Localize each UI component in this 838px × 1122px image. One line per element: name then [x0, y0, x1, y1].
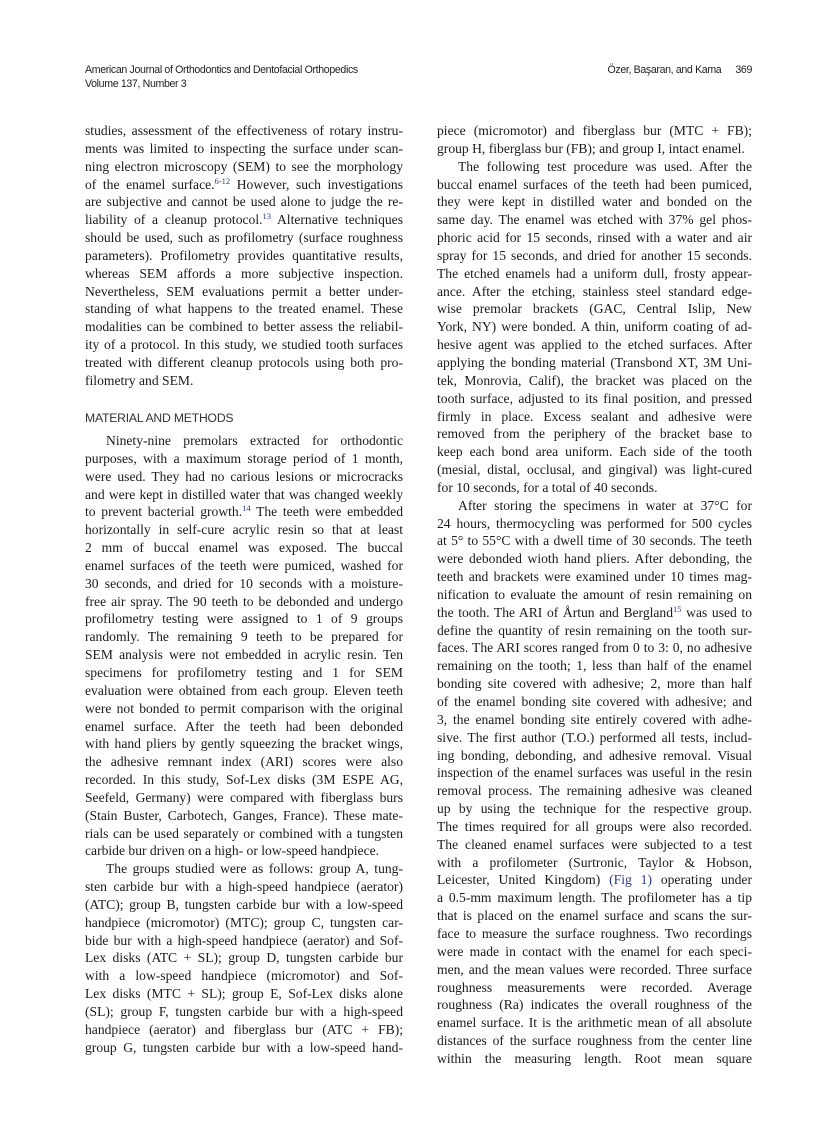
text-segment: should be used, such as profilometry (surface roughness — [85, 230, 403, 246]
text-segment: with hand pliers by gently squeezing the bracket wings, — [85, 736, 403, 752]
text-line — [437, 622, 752, 640]
text-segment: to prevent bacterial growth. — [85, 504, 243, 520]
text-segment: (SL); group F, tungsten carbide bur with a high-speed — [85, 1004, 403, 1019]
text-line — [437, 889, 752, 907]
text-line — [85, 878, 403, 896]
paragraph — [437, 122, 752, 158]
text-line — [437, 604, 752, 622]
text-segment: of the enamel bonding site covered with adhesive; and — [437, 694, 752, 709]
text-line — [85, 539, 403, 557]
text-line — [85, 628, 403, 646]
text-segment: define the quantity of resin remaining on the tooth sur- — [437, 622, 752, 638]
text-segment: standing of what happens to the treated enamel. These — [85, 301, 403, 317]
text-segment: (Stain Buster, Carbotech, Ganges, France). These mate- — [85, 807, 403, 823]
text-line — [85, 664, 403, 682]
text-segment: group H, fiberglass bur (FB); and group I, intact enamel. — [437, 140, 745, 156]
running-header-authors — [608, 63, 753, 77]
text-line — [437, 729, 752, 747]
text-segment: remaining on the tooth; 1, less than half of the enamel — [437, 658, 752, 674]
citation-reference[interactable]: 6-12 — [214, 175, 231, 186]
text-segment: purposes, with a maximum storage period of 1 month, — [85, 450, 403, 466]
journal-volume: Volume 137, Number 3 — [85, 78, 187, 90]
text-segment: piece (micromotor) and fiberglass bur (MTC + FB); — [437, 123, 752, 138]
text-line — [437, 586, 752, 604]
text-segment: horizontally in self-cure acrylic resin so that at least — [85, 522, 403, 538]
text-segment: York, NY) were bonded. A thin, uniform coating of ad- — [437, 319, 752, 335]
text-line — [437, 176, 752, 194]
text-line — [85, 807, 403, 825]
text-segment: ity of a protocol. In this study, we studied tooth surfaces — [85, 337, 403, 353]
text-line — [85, 122, 403, 140]
text-line — [437, 443, 752, 461]
text-line — [437, 568, 752, 586]
text-line — [85, 432, 403, 450]
text-line — [85, 967, 403, 985]
text-line — [437, 675, 752, 693]
text-segment: rials can be used separately or combined with a tungsten — [85, 825, 403, 841]
page-number: 369 — [735, 64, 752, 76]
text-segment: bide bur with a high-speed handpiece (aerator) and Sof- — [85, 932, 403, 948]
text-segment: were used. They had no carious lesions or microcracks — [85, 468, 403, 484]
text-line — [437, 639, 752, 657]
paragraph — [85, 860, 403, 1056]
text-segment: hesive agent was applied to the etched surfaces. After — [437, 337, 752, 353]
citation-reference[interactable]: 13 — [262, 211, 272, 222]
text-segment: filometry and SEM. — [85, 372, 194, 388]
text-line — [437, 764, 752, 782]
text-line — [437, 782, 752, 800]
text-line — [85, 557, 403, 575]
text-line — [437, 871, 752, 889]
text-segment: at 5° to 55°C with a dwell time of 30 seconds. The teeth — [437, 533, 752, 549]
text-segment: are subjective and cannot be used alone to judge the re- — [85, 194, 403, 210]
text-segment: roughness measurements were recorded. Average — [437, 979, 752, 995]
citation-reference[interactable]: 14 — [242, 503, 251, 514]
text-line — [437, 550, 752, 568]
text-segment: treated with different cleanup protocols using both pro- — [85, 354, 403, 370]
text-line — [85, 735, 403, 753]
text-segment: (ATC); group B, tungsten carbide bur with a low-speed — [85, 896, 403, 912]
text-line — [85, 468, 403, 486]
text-segment: keep each bond area uniform. Each side of the tooth — [437, 444, 752, 460]
text-line — [437, 515, 752, 533]
text-segment: ance. After the etching, stainless steel standard edge- — [437, 283, 752, 299]
running-header-journal — [85, 63, 358, 91]
text-segment: they were kept in distilled water and bonded on the — [437, 194, 752, 210]
text-segment: within the measuring length. Root mean square — [437, 1050, 752, 1066]
text-segment: Ninety-nine premolars extracted for orthodontic — [106, 433, 403, 448]
text-line — [85, 985, 403, 1003]
text-line — [437, 265, 752, 283]
text-line — [437, 247, 752, 265]
text-segment: profilometry testing were assigned to 1 of 9 groups — [85, 611, 403, 627]
text-segment: the adhesive remnant index (ARI) scores were also — [85, 754, 403, 770]
text-line — [437, 479, 752, 497]
text-segment: faces. The ARI scores ranged from 0 to 3: 0, no adhesive — [437, 640, 752, 656]
text-line — [85, 176, 403, 194]
text-line — [437, 425, 752, 443]
text-line — [437, 158, 752, 176]
text-segment: removed from the periphery of the bracket base to — [437, 426, 752, 442]
text-segment: tooth surface, adjusted to its final position, and pressed — [437, 390, 752, 406]
paragraph — [85, 432, 403, 860]
text-line — [437, 336, 752, 354]
text-segment: were debonded wioth hand pliers. After debonding, the — [437, 551, 752, 567]
text-segment: that is placed on the enamel surface and scans the sur- — [437, 908, 752, 924]
text-line — [437, 996, 752, 1014]
text-line — [437, 800, 752, 818]
text-line — [85, 575, 403, 593]
text-segment: Seefeld, Germany) were compared with fiberglass burs — [85, 789, 403, 805]
text-line — [437, 747, 752, 765]
text-segment: whereas SEM affords a more subjective inspection. — [85, 265, 403, 281]
text-segment: same day. The enamel was etched with 37% gel phos- — [437, 212, 752, 228]
text-line — [85, 771, 403, 789]
text-line — [85, 318, 403, 336]
text-line — [437, 1014, 752, 1032]
text-segment: enamel surfaces of the teeth were pumiced, washed for — [85, 557, 403, 573]
text-segment: The cleaned enamel surfaces were subjected to a test — [437, 836, 752, 852]
text-segment: ing bonding, debonding, and adhesive removal. Visual — [437, 747, 752, 763]
text-segment: were not bonded to permit comparison with the original — [85, 700, 403, 716]
text-segment: SEM analysis were not embedded in acrylic resin. Ten — [85, 647, 403, 663]
left-methods-text — [85, 432, 403, 1057]
text-segment: ments was limited to inspecting the surface under scan- — [85, 140, 403, 156]
text-segment: roughness (Ra) indicates the overall roughness of the — [437, 997, 752, 1013]
text-line — [85, 1021, 403, 1039]
text-segment: operating under — [651, 872, 752, 888]
text-line — [437, 390, 752, 408]
text-line — [437, 657, 752, 675]
text-segment: for 10 seconds, for a total of 40 seconds. — [437, 479, 658, 495]
text-line — [437, 497, 752, 515]
text-segment: of the enamel surface. — [85, 176, 215, 192]
text-segment: bonding site covered with adhesive; 2, more than half — [437, 676, 752, 692]
section-heading: MATERIAL AND METHODS — [85, 411, 234, 425]
text-line — [437, 140, 752, 158]
text-segment: The teeth were embedded — [250, 504, 403, 520]
text-line — [437, 532, 752, 550]
text-line — [85, 503, 403, 521]
text-line — [437, 211, 752, 229]
text-line — [85, 646, 403, 664]
text-line — [437, 836, 752, 854]
text-segment: 3, the enamel bonding site entirely covered with adhe- — [437, 711, 752, 727]
text-line — [85, 486, 403, 504]
text-segment: up by using the technique for the respective group. — [437, 801, 752, 817]
text-segment: The following test procedure was used. After the — [458, 158, 752, 174]
authors: Özer, Başaran, and Kama — [607, 64, 722, 76]
text-segment: tek, Monrovia, Calif), the bracket was placed on the — [437, 372, 752, 388]
text-line — [437, 693, 752, 711]
text-segment: studies, assessment of the effectiveness of rotary instru- — [85, 123, 403, 138]
text-line — [437, 1050, 752, 1068]
text-line — [85, 949, 403, 967]
text-line — [85, 283, 403, 301]
text-segment: Lex disks (MTC + SL); group E, Sof-Lex disks alone — [85, 986, 403, 1002]
text-line — [85, 610, 403, 628]
text-segment: Lex disks (ATC + SL); group D, tungsten carbide bur — [85, 950, 403, 966]
text-segment: (mesial, distal, occlusal, and gingival) was light-cured — [437, 462, 752, 478]
text-segment: modalities can be combined to better assess the reliabil- — [85, 319, 403, 335]
text-line — [85, 682, 403, 700]
text-line — [437, 925, 752, 943]
text-segment: 24 hours, thermocycling was performed for 500 cycles — [437, 515, 752, 531]
paragraph — [85, 122, 403, 390]
text-line — [85, 372, 403, 390]
text-segment: with a low-speed handpiece (micromotor) and Sof- — [85, 968, 403, 984]
text-line — [85, 450, 403, 468]
text-segment: teeth and brackets were examined under 10 times mag- — [437, 569, 752, 585]
text-line — [437, 229, 752, 247]
text-segment: men, and the mean values were recorded. Three surface — [437, 961, 752, 977]
text-segment: Alternative techniques — [271, 212, 403, 228]
text-line — [437, 711, 752, 729]
text-segment: face to measure the surface roughness. Two recordings — [437, 925, 752, 941]
text-segment: were made in contact with the enamel for each speci- — [437, 943, 752, 959]
text-line — [85, 593, 403, 611]
citation-reference[interactable]: 15 — [673, 603, 682, 614]
text-segment: distances of the surface roughness from the center line — [437, 1033, 752, 1049]
text-line — [437, 408, 752, 426]
text-segment: wise premolar brackets (GAC, Central Islip, New — [437, 301, 752, 317]
text-line — [85, 211, 403, 229]
right-column-text — [437, 122, 752, 1068]
text-segment: liability of a cleanup protocol. — [85, 212, 263, 228]
paragraph — [437, 497, 752, 1068]
text-line — [85, 753, 403, 771]
left-intro-text — [85, 122, 403, 390]
text-segment: carbide bur driven on a high- or low-speed handpiece. — [85, 843, 380, 859]
text-segment: a 0.5-mm maximum length. The profilometer has a tip — [437, 890, 752, 906]
text-line — [85, 896, 403, 914]
text-segment: recorded. In this study, Sof-Lex disks (3M ESPE AG, — [85, 772, 403, 788]
text-segment: sive. The first author (T.O.) performed all tests, includ- — [437, 729, 752, 745]
text-line — [437, 354, 752, 372]
text-segment: handpiece (aerator) and fiberglass bur (ATC + FB); — [85, 1021, 403, 1037]
text-line — [85, 860, 403, 878]
text-line — [437, 907, 752, 925]
text-segment: enamel surface. After the teeth had been debonded — [85, 718, 403, 734]
text-segment: buccal enamel surfaces of the teeth had been pumiced, — [437, 176, 752, 192]
text-line — [85, 932, 403, 950]
text-line — [437, 193, 752, 211]
text-segment: sten carbide bur with a high-speed handpiece (aerator) — [85, 879, 403, 895]
text-line — [437, 979, 752, 997]
text-line — [85, 700, 403, 718]
text-segment: Nevertheless, SEM evaluations permit a better under- — [85, 283, 403, 299]
text-segment: firmly in place. Excess sealant and adhesive were — [437, 408, 752, 424]
text-segment: enamel surface. It is the arithmetic mean of all absolute — [437, 1015, 752, 1031]
text-segment: The times required for all groups were also recorded. — [437, 818, 752, 834]
text-line — [437, 318, 752, 336]
text-segment: handpiece (micromotor) (MTC); group C, tungsten car- — [85, 914, 403, 930]
text-segment: and were kept in distilled water that was changed weekly — [85, 486, 403, 502]
text-line — [437, 961, 752, 979]
text-line — [437, 461, 752, 479]
text-line — [85, 1003, 403, 1021]
text-segment: The groups studied were as follows: group A, tung- — [106, 861, 403, 877]
text-segment: The etched enamels had a uniform dull, frosty appear- — [437, 265, 752, 281]
text-segment: phoric acid for 15 seconds, rinsed with a water and air — [437, 230, 752, 246]
text-line — [85, 842, 403, 860]
text-segment: nification to evaluate the amount of resin remaining on — [437, 586, 752, 602]
text-line — [85, 354, 403, 372]
text-segment: 30 seconds, and dried for 10 seconds with a moisture- — [85, 575, 403, 591]
text-segment: applying the bonding material (Transbond XT, 3M Uni- — [437, 354, 752, 370]
text-segment: inspection of the enamel surfaces was useful in the resin — [437, 765, 752, 781]
figure-link[interactable]: (Fig 1) — [609, 872, 652, 888]
text-segment: Leicester, United Kingdom) — [437, 872, 610, 888]
journal-title: American Journal of Orthodontics and Dentofacial Orthopedics — [85, 64, 358, 76]
text-line — [437, 300, 752, 318]
paragraph — [437, 158, 752, 497]
text-segment: the tooth. The ARI of Årtun and Bergland — [437, 604, 674, 620]
text-line — [85, 140, 403, 158]
text-line — [85, 914, 403, 932]
text-line — [437, 854, 752, 872]
text-segment: However, such investigations — [230, 176, 403, 192]
text-segment: specimens for profilometry testing and 1 for SEM — [85, 664, 403, 680]
text-segment: After storing the specimens in water at 37°C for — [458, 497, 752, 513]
text-segment: with a profilometer (Surtronic, Taylor & Hobson, — [437, 854, 752, 870]
text-line — [437, 122, 752, 140]
text-segment: evaluation were obtained from each group. Eleven teeth — [85, 682, 403, 698]
text-line — [85, 789, 403, 807]
text-line — [85, 300, 403, 318]
text-line — [85, 158, 403, 176]
text-line — [85, 825, 403, 843]
text-line — [85, 247, 403, 265]
text-segment: removal process. The remaining adhesive was cleaned — [437, 783, 752, 799]
text-line — [85, 265, 403, 283]
text-segment: was used to — [681, 604, 752, 620]
text-segment: spray for 15 seconds, and dried for another 15 seconds. — [437, 247, 752, 263]
text-line — [85, 229, 403, 247]
text-segment: parameters). Profilometry provides quantitative results, — [85, 247, 403, 263]
text-line — [85, 336, 403, 354]
text-line — [437, 283, 752, 301]
text-line — [85, 193, 403, 211]
text-segment: ning electron microscopy (SEM) to see the morphology — [85, 158, 403, 174]
text-segment: 2 mm of buccal enamel was exposed. The buccal — [85, 540, 403, 556]
text-line — [85, 1039, 403, 1057]
text-segment: group G, tungsten carbide bur with a low-speed hand- — [85, 1039, 403, 1055]
text-line — [437, 818, 752, 836]
text-line — [85, 521, 403, 539]
text-line — [85, 718, 403, 736]
text-segment: free air spray. The 90 teeth to be debonded and undergo — [85, 593, 403, 609]
text-line — [437, 1032, 752, 1050]
text-line — [437, 372, 752, 390]
text-line — [437, 943, 752, 961]
text-segment: randomly. The remaining 9 teeth to be prepared for — [85, 629, 403, 645]
